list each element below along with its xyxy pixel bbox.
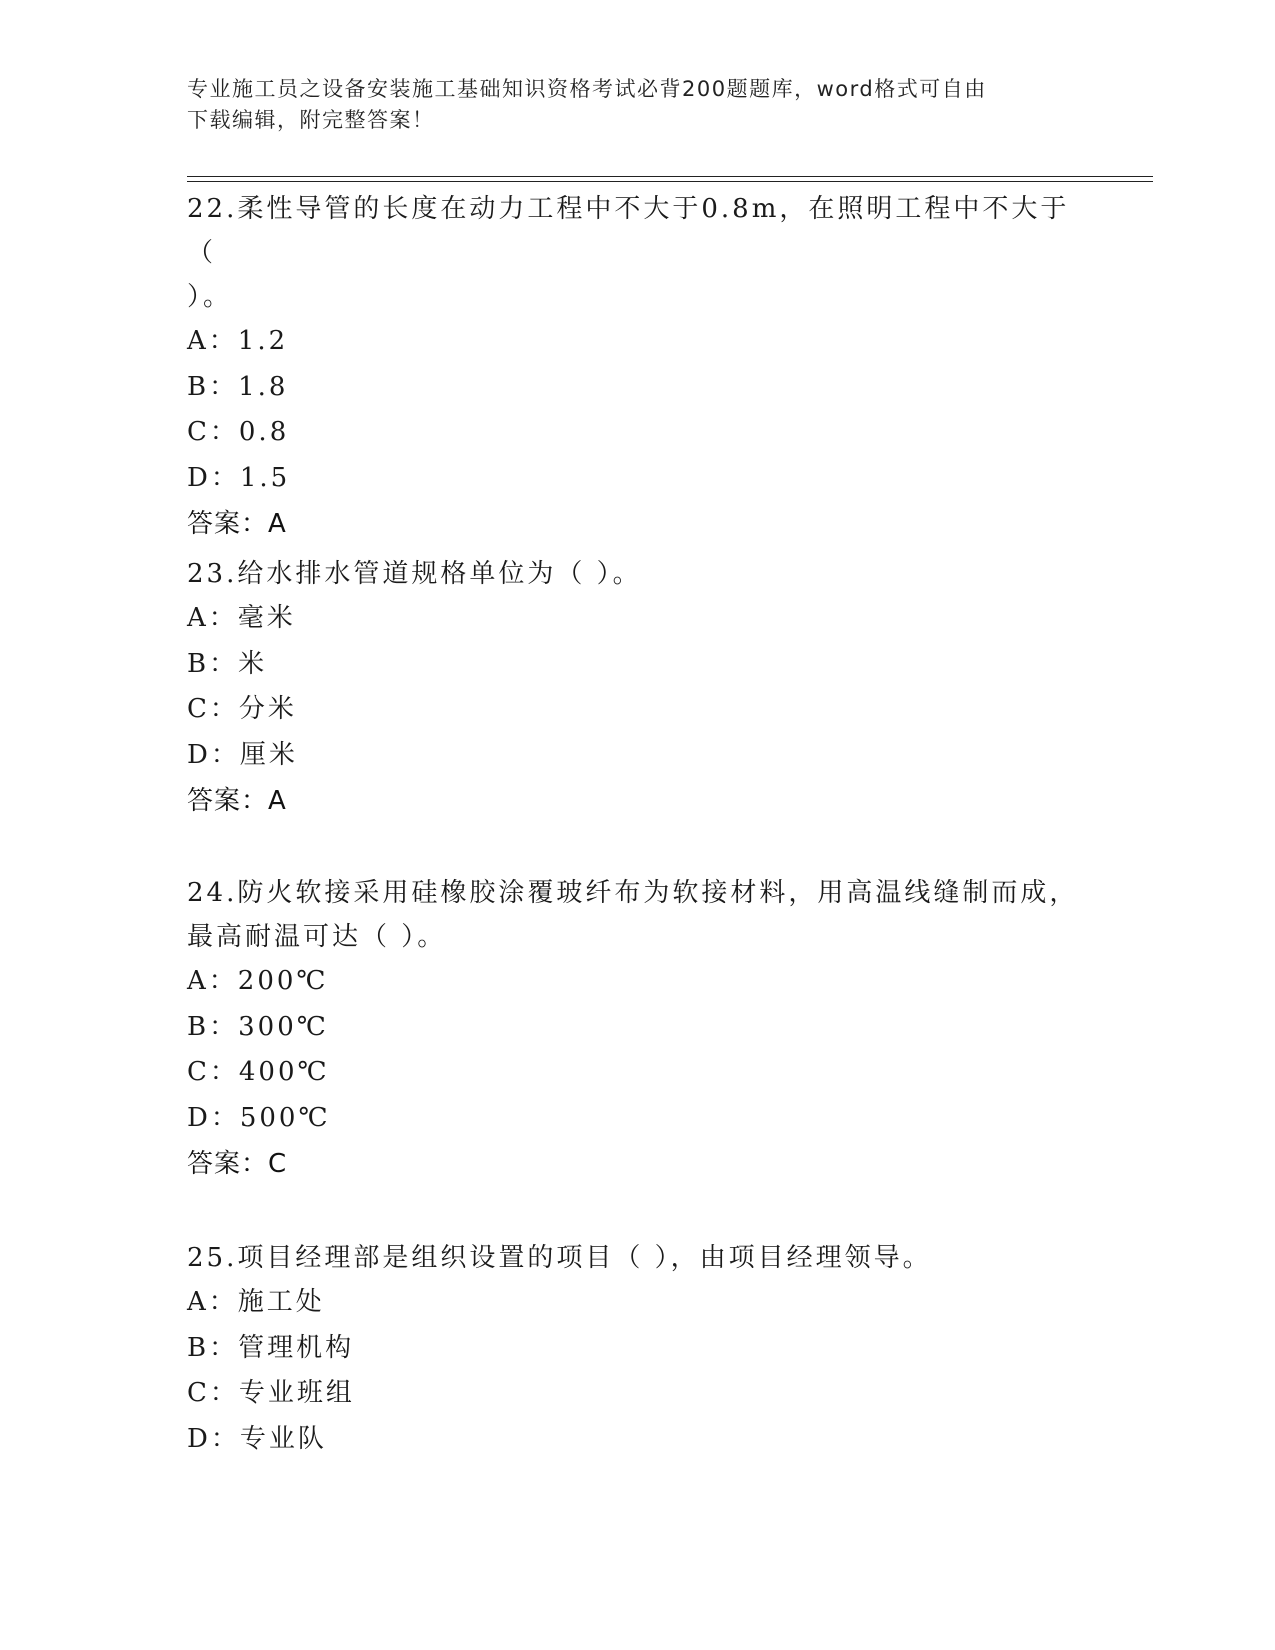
header-line-2: 下载编辑，附完整答案！ xyxy=(187,108,435,132)
option-c: C：专业班组 xyxy=(187,1378,355,1408)
question-25 xyxy=(187,1236,1087,1462)
option-c: C：0.8 xyxy=(187,417,290,447)
question-stem-line-1: 23.给水排水管道规格单位为（ ）。 xyxy=(187,559,642,589)
option-b: B：管理机构 xyxy=(187,1332,355,1363)
option-b: B：300℃ xyxy=(187,1011,329,1042)
option-b: B：米 xyxy=(187,648,268,679)
option-d: D：厘米 xyxy=(187,739,298,770)
header-line-1: 专业施工员之设备安装施工基础知识资格考试必背200题题库，word格式可自由 xyxy=(187,77,987,101)
option-d: D：1.5 xyxy=(187,462,291,493)
option-a: A：200℃ xyxy=(187,966,329,996)
document-header xyxy=(187,74,1067,136)
option-d: D：500℃ xyxy=(187,1102,331,1133)
option-b: B：1.8 xyxy=(187,371,289,402)
option-a: A：施工处 xyxy=(187,1287,325,1317)
answer-line: 答案：C xyxy=(187,1149,288,1179)
question-stem-line-2: ）。 xyxy=(187,282,233,312)
question-stem-line-2: 最高耐温可达（ ）。 xyxy=(187,922,447,952)
question-stem-line-1: 24.防火软接采用硅橡胶涂覆玻纤布为软接材料，用高温线缝制而成， xyxy=(187,878,1079,908)
header-divider-top xyxy=(187,176,1153,177)
question-stem-line-1: 25.项目经理部是组织设置的项目（ ），由项目经理领导。 xyxy=(187,1243,932,1273)
option-c: C：400℃ xyxy=(187,1057,330,1087)
header-divider-bottom xyxy=(187,181,1153,182)
question-23 xyxy=(187,552,1087,824)
option-d: D：专业队 xyxy=(187,1423,327,1454)
option-a: A：1.2 xyxy=(187,326,289,356)
option-c: C：分米 xyxy=(187,694,297,724)
question-22 xyxy=(187,187,1087,547)
answer-line: 答案：A xyxy=(187,786,287,816)
option-a: A：毫米 xyxy=(187,603,296,633)
question-stem-line-1: 22.柔性导管的长度在动力工程中不大于0.8m，在照明工程中不大于（ xyxy=(187,194,1070,268)
answer-line: 答案：A xyxy=(187,509,287,539)
question-24 xyxy=(187,871,1087,1187)
